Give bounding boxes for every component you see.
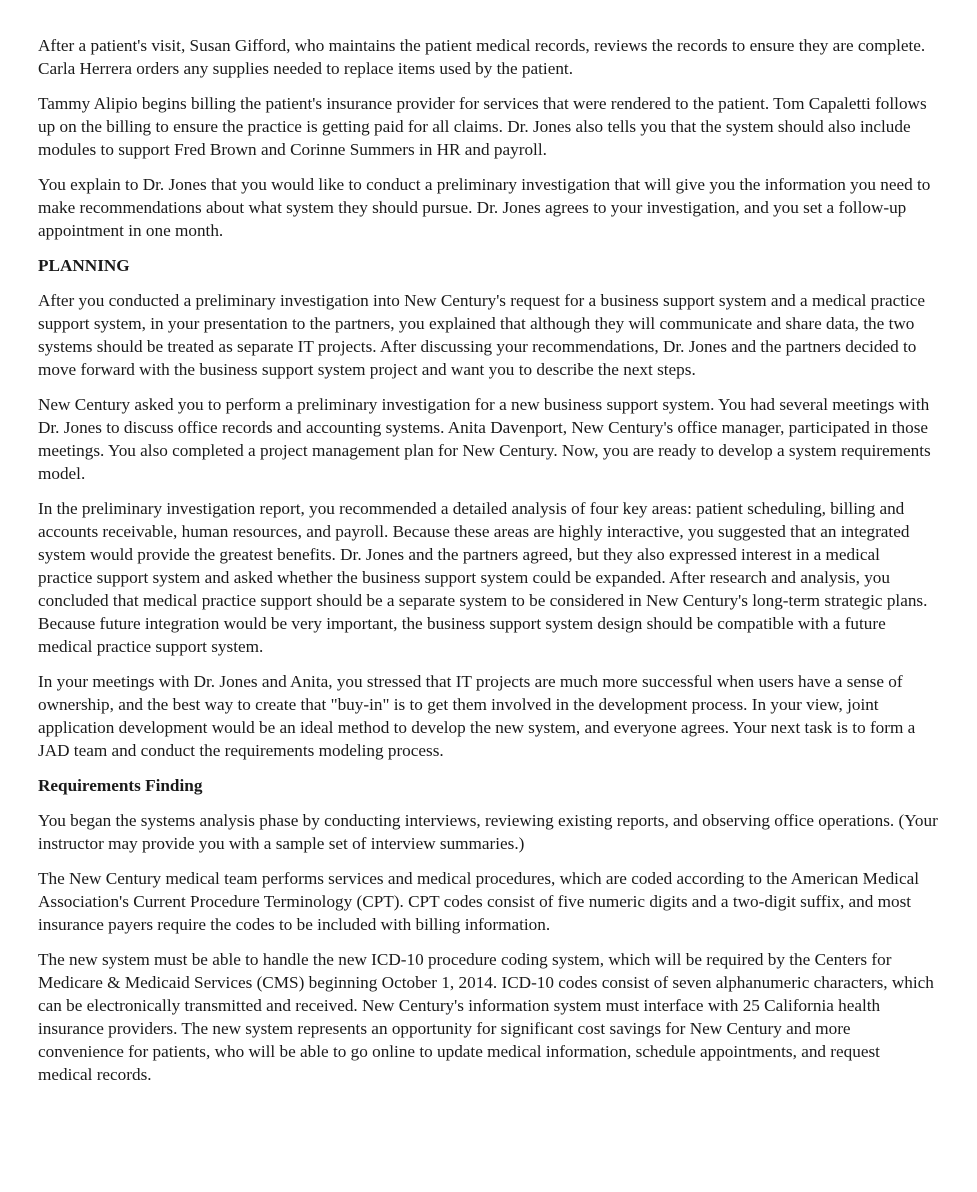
intro-paragraph-2: Tammy Alipio begins billing the patient's insurance provider for services that were rendered to the patient. Tom Capaletti follows up on the billing to ensure the practice is getting paid for all claims. Dr. Jones also tells you that the system should also include modules to support Fred Brown and Corinne Summers in HR and payroll. (38, 94, 927, 159)
intro-paragraph-1: After a patient's visit, Susan Gifford, who maintains the patient medical records, reviews the records to ensure they are complete. Carla Herrera orders any supplies needed to replace items used by the patient. (38, 36, 926, 78)
requirements-heading: Requirements Finding (38, 776, 203, 795)
requirements-paragraph-2: The New Century medical team performs services and medical procedures, which are coded according to the American Medical Association's Current Procedure Terminology (CPT). CPT codes consist of five numeric digits and a two-digit suffix, and most insurance payers require the codes to be included with billing information. (38, 869, 919, 934)
planning-paragraph-1: After you conducted a preliminary investigation into New Century's request for a business support system and a medical practice support system, in your presentation to the partners, you explained that although they will communicate and share data, the two systems should be treated as separate IT projects. After discussing your recommendations, Dr. Jones and the partners decided to move forward with the business support system project and want you to describe the next steps. (38, 291, 926, 379)
requirements-paragraph-1: You began the systems analysis phase by conducting interviews, reviewing existing reports, and observing office operations. (Your instructor may provide you with a sample set of interview summaries.) (38, 811, 938, 853)
document-page (38, 34, 938, 1098)
planning-paragraph-3: In the preliminary investigation report, you recommended a detailed analysis of four key areas: patient scheduling, billing and accounts receivable, human resources, and payroll. Because these areas are highly interactive, you suggested that an integrated system would provide the greatest benefits. Dr. Jones and the partners agreed, but they also expressed interest in a medical practice support system and asked whether the business support system could be expanded. After research and analysis, you concluded that medical practice support should be a separate system to be considered in New Century's long-term strategic plans. Because future integration would be very important, the business support system design should be compatible with a future medical practice support system. (38, 499, 928, 656)
requirements-paragraph-3: The new system must be able to handle the new ICD-10 procedure coding system, which will be required by the Centers for Medicare & Medicaid Services (CMS) beginning October 1, 2014. ICD-10 codes consist of seven alphanumeric characters, which can be electronically transmitted and received. New Century's information system must interface with 25 California health insurance providers. The new system represents an opportunity for significant cost savings for New Century and more convenience for patients, who will be able to go online to update medical information, schedule appointments, and request medical records. (38, 950, 934, 1084)
planning-paragraph-2: New Century asked you to perform a preliminary investigation for a new business support system. You had several meetings with Dr. Jones to discuss office records and accounting systems. Anita Davenport, New Century's office manager, participated in those meetings. You also completed a project management plan for New Century. Now, you are ready to develop a system requirements model. (38, 395, 931, 483)
planning-paragraph-4: In your meetings with Dr. Jones and Anita, you stressed that IT projects are much more successful when users have a sense of ownership, and the best way to create that "buy-in" is to get them involved in the development process. In your view, joint application development would be an ideal method to develop the new system, and everyone agrees. Your next task is to form a JAD team and conduct the requirements modeling process. (38, 672, 916, 760)
intro-paragraph-3: You explain to Dr. Jones that you would like to conduct a preliminary investigation that will give you the information you need to make recommendations about what system they should pursue. Dr. Jones agrees to your investigation, and you set a follow-up appointment in one month. (38, 175, 931, 240)
planning-heading: PLANNING (38, 256, 130, 275)
